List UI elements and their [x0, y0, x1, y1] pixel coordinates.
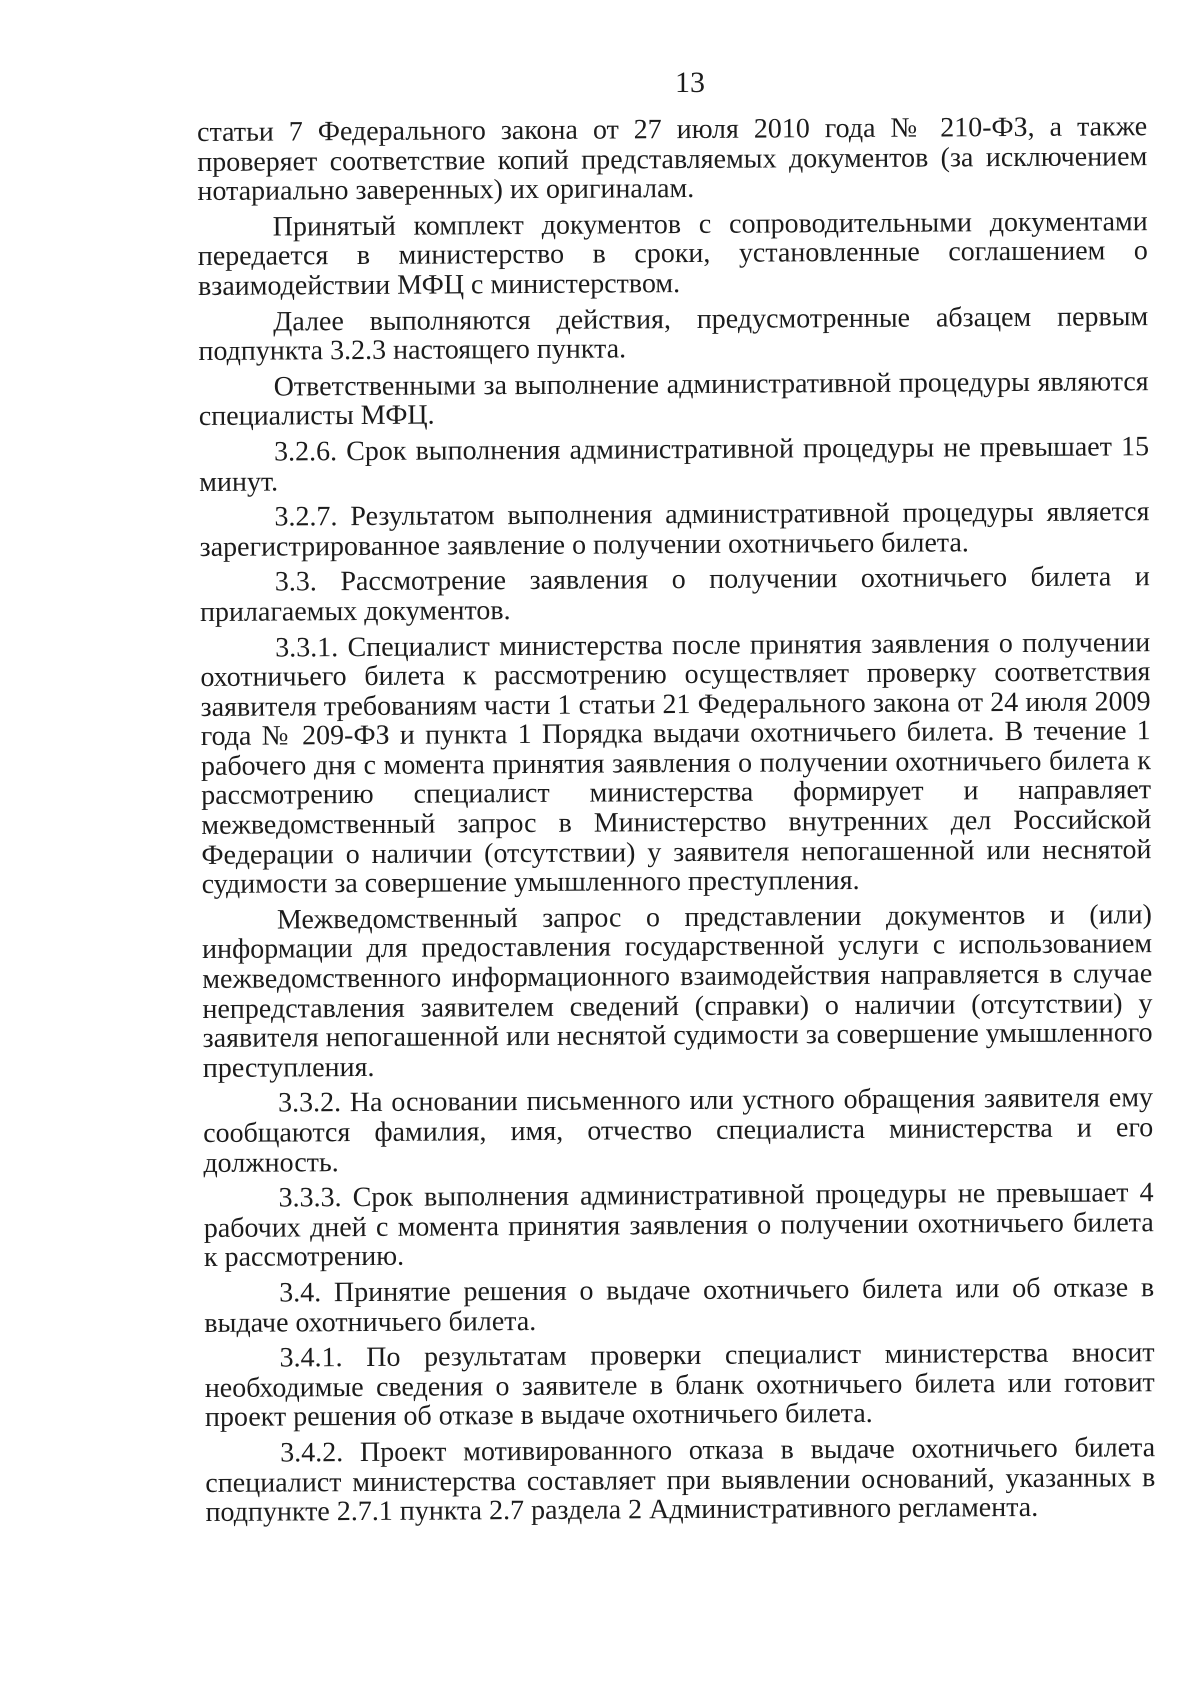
paragraph: Далее выполняются действия, предусмотренные абзацем первым подпункта 3.2.3 настоящего пункта. — [198, 300, 1149, 368]
paragraph: 3.3.1. Специалист министерства после принятия заявления о получении охотничьего билета к рассмотрению осуществляет проверку соответствия заявителя требованиям части 1 статьи 21 Федерального закона от 24 июля 2009 года № 209-ФЗ и пункта 1 Порядка выдачи охотничьего билета. В течение 1 рабочего дня с момента принятия заявления о получении охотничьего билета к рассмотрению специалист министерства формирует и направляет межведомственный запрос в Министерство внутренних дел Российской Федерации о наличии (отсутствии) у заявителя непогашенной или неснятой судимости за совершение умышленного преступления. — [200, 626, 1152, 901]
paragraph: Ответственными за выполнение административной процедуры являются специалисты МФЦ. — [198, 365, 1149, 433]
paragraph: Межведомственный запрос о представлении документов и (или) информации для предоставления государственной услуги с использованием межведомственного информационного взаимодействия направляется в случае непредставления заявителем сведений (справки) о наличии (отсутствии) у заявителя непогашенной или неснятой судимости за совершение умышленного преступления. — [201, 899, 1153, 1084]
paragraph: 3.4.2. Проект мотивированного отказа в выдаче охотничьего билета специалист министерства составляет при выявлении оснований, указанных в подпункте 2.7.1 пункта 2.7 раздела 2 Административного регламента. — [205, 1432, 1156, 1529]
paragraph: 3.4.1. По результатам проверки специалист министерства вносит необходимые сведения о заявителе в бланк охотничьего билета или готовит проект решения об отказе в выдаче охотничьего билета. — [204, 1337, 1155, 1434]
paragraph: 3.3.3. Срок выполнения административной процедуры не превышает 4 рабочих дней с момента принятия заявления о получении охотничьего билета к рассмотрению. — [203, 1177, 1154, 1274]
paragraph: 3.4. Принятие решения о выдаче охотничьего билета или об отказе в выдаче охотничьего билета. — [204, 1272, 1155, 1339]
paragraph: 3.3. Рассмотрение заявления о получении охотничьего билета и прилагаемых документов. — [199, 561, 1150, 628]
paragraph: 3.3.2. На основании письменного или устного обращения заявителя ему сообщаются фамилия, имя, отчество специалиста министерства и его должность. — [203, 1082, 1154, 1179]
paragraph: 3.2.6. Срок выполнения административной процедуры не превышает 15 минут. — [199, 431, 1150, 498]
body-text — [197, 112, 1156, 1533]
page-number: 13 — [675, 66, 705, 99]
paragraph: 3.2.7. Результатом выполнения административной процедуры является зарегистрированное заявление о получении охотничьего билета. — [199, 496, 1150, 563]
paragraph: статьи 7 Федерального закона от 27 июля 2010 года № 210-ФЗ, а также проверяет соответствие копий представляемых документов (за исключением нотариально заверенных) их оригиналам. — [196, 111, 1148, 208]
paragraph: Принятый комплект документов с сопроводительными документами передается в министерство в сроки, установленные соглашением о взаимодействии МФЦ с министерством. — [197, 205, 1148, 302]
